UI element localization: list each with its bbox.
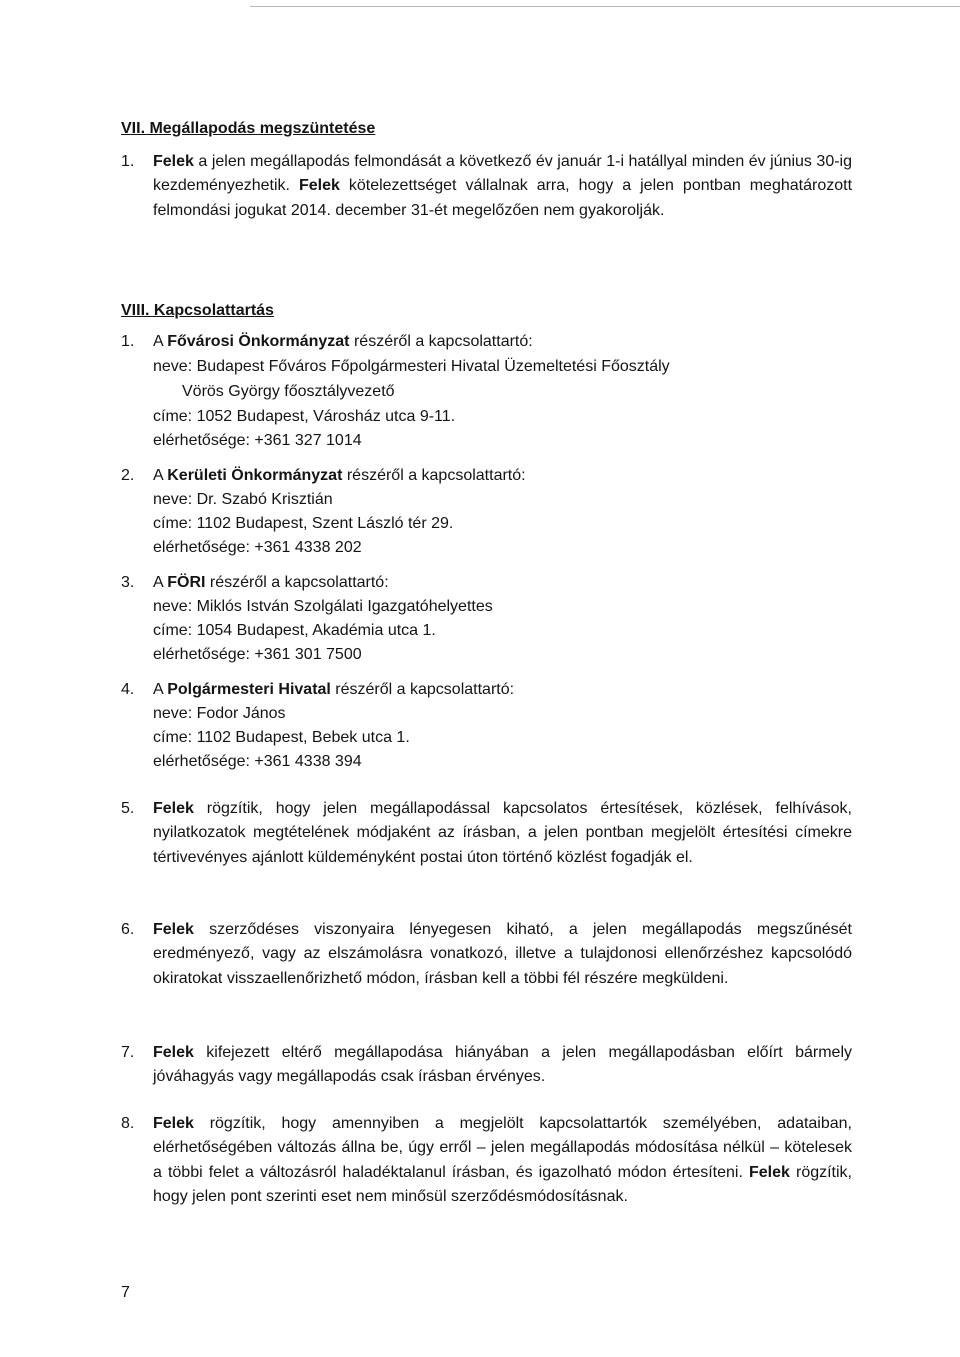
item-8-number: 8.: [121, 1115, 135, 1132]
contact-1-suffix: részéről a kapcsolattartó:: [349, 333, 533, 350]
contact-2-title: [153, 467, 526, 485]
item-5-body: rögzítik, hogy jelen megállapodással kapcsolatos értesítések, közlések, felhívások, nyilatkozatok megtételének módjaként az írásban, a jelen pontban megjelölt értesítési címekre tértivevényes ajánlott küldeményként postai úton történő közlést fogadják el.: [153, 800, 852, 866]
item-8-body-part1: rögzítik, hogy amennyiben a megjelölt kapcsolattartók személyében, adataiban, elérhetőségében változás állna be, úgy erről – jelen megállapodás módosítása nélkül – kötelesek a többi felet a változásról haladéktalanul írásban, és igazolható módon értesíteni.: [153, 1115, 852, 1181]
parties-bold: Felek: [153, 800, 194, 817]
parties-bold: Felek: [153, 921, 194, 938]
contact-3-suffix: részéről a kapcsolattartó:: [205, 574, 389, 591]
contact-1-name: neve: Budapest Főváros Főpolgármesteri Hivatal Üzemeltetési Főosztály: [153, 358, 670, 375]
item-vii-1-text: [153, 150, 852, 250]
contact-1-number: 1.: [121, 333, 135, 350]
item-6-body: szerződéses viszonyaira lényegesen kiható, a jelen megállapodás megszűnését eredményező, vagy az elszámolásra vonatkozó, illetve a tulajdonosi ellenőrzéshez kapcsolódó okiratokat visszaellenőrizhető módon, írásban kell a többi fél részére megküldeni.: [153, 921, 852, 987]
contact-1-title: [153, 333, 533, 351]
contact-2-org: Kerületi Önkormányzat: [167, 467, 343, 484]
section-vii-heading: VII. Megállapodás megszüntetése: [121, 120, 376, 137]
section-viii-heading: VIII. Kapcsolattartás: [121, 302, 274, 319]
contact-4-name: neve: Fodor János: [153, 705, 286, 722]
item-7-number: 7.: [121, 1044, 135, 1061]
contact-1-org: Fővárosi Önkormányzat: [167, 333, 350, 350]
contact-3-number: 3.: [121, 574, 135, 591]
contact-1-phone: elérhetősége: +361 327 1014: [153, 432, 362, 449]
parties-bold: Felek: [153, 1115, 194, 1132]
contact-2-phone: elérhetősége: +361 4338 202: [153, 539, 362, 556]
contact-3-phone: elérhetősége: +361 301 7500: [153, 646, 362, 663]
contact-2-suffix: részéről a kapcsolattartó:: [342, 467, 526, 484]
page-number: 7: [121, 1284, 130, 1301]
parties-bold: Felek: [153, 1044, 194, 1061]
contact-3-address: címe: 1054 Budapest, Akadémia utca 1.: [153, 622, 436, 639]
contact-1-person: Vörös György főosztályvezető: [182, 383, 395, 400]
parties-bold: Felek: [153, 153, 194, 170]
item-8-text: [153, 1112, 852, 1210]
item-5-number: 5.: [121, 800, 135, 817]
contact-4-address: címe: 1102 Budapest, Bebek utca 1.: [153, 729, 410, 746]
item-6-text: [153, 918, 852, 991]
item-vii-1-number: 1.: [121, 153, 135, 170]
contact-2-prefix: A: [153, 467, 168, 484]
contact-4-phone: elérhetősége: +361 4338 394: [153, 753, 362, 770]
item-7-body: kifejezett eltérő megállapodása hiányában a jelen megállapodásban előírt bármely jóváhagyás vagy megállapodás csak írásban érvényes.: [153, 1044, 852, 1086]
contact-3-org: FÖRI: [167, 574, 206, 591]
item-5-text: [153, 797, 852, 870]
parties-bold: Felek: [749, 1163, 790, 1181]
contact-2-name: neve: Dr. Szabó Krisztián: [153, 491, 333, 508]
item-6-number: 6.: [121, 921, 135, 938]
item-vii-1-text-part1: a jelen megállapodás felmondását a következő év január 1-i hatállyal minden év június 30-ig kezdeményezhetik.: [153, 153, 852, 195]
top-border-line: [250, 6, 960, 7]
contact-4-title: [153, 681, 514, 699]
contact-1-prefix: A: [153, 333, 168, 350]
contact-3-title: [153, 574, 389, 592]
contact-2-address: címe: 1102 Budapest, Szent László tér 29.: [153, 515, 454, 532]
contact-3-name: neve: Miklós István Szolgálati Igazgatóhelyettes: [153, 598, 493, 615]
item-7-text: [153, 1041, 852, 1090]
contact-2-number: 2.: [121, 467, 135, 484]
contact-4-org: Polgármesteri Hivatal: [167, 681, 331, 698]
parties-bold: Felek: [298, 177, 340, 195]
contact-3-prefix: A: [153, 574, 168, 591]
item-vii-1-text-part2: kötelezettséget vállalnak arra, hogy a jelen pontban meghatározott felmondási jogukat 2014. december 31-ét megelőzően nem gyakorolják.: [153, 177, 853, 219]
item-8-body-part2: rögzítik, hogy jelen pont szerinti eset nem minősül szerződésmódosításnak.: [153, 1163, 853, 1206]
contact-4-suffix: részéről a kapcsolattartó:: [330, 681, 515, 698]
contact-1-address: címe: 1052 Budapest, Városház utca 9-11.: [153, 408, 456, 425]
contact-4-number: 4.: [121, 681, 135, 698]
contact-4-prefix: A: [153, 681, 168, 698]
